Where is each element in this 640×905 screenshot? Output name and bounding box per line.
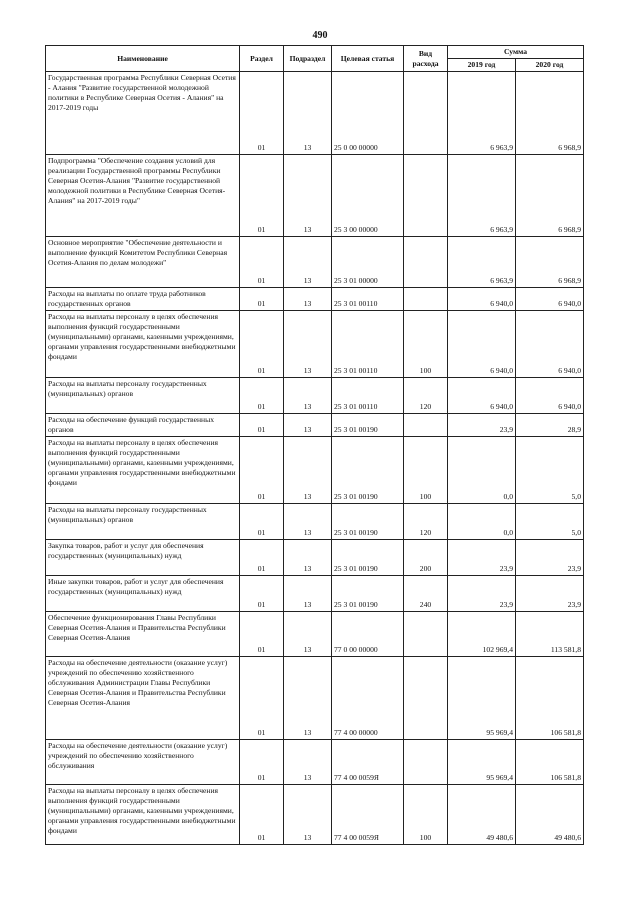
row-sum-2020: 49 480,6 [516, 785, 584, 845]
row-sum-2020: 113 581,8 [516, 612, 584, 657]
row-subsection: 13 [284, 288, 332, 311]
budget-table [45, 45, 584, 845]
row-sum-2020: 6 968,9 [516, 72, 584, 155]
table-body [46, 72, 584, 845]
row-subsection: 13 [284, 414, 332, 437]
row-section: 01 [240, 740, 284, 785]
row-name: Обеспечение функционирования Главы Республики Северная Осетия-Алания и Правительства Республики Северная Осетия-Алания [46, 612, 240, 657]
row-sum-2020: 5,0 [516, 504, 584, 540]
row-section: 01 [240, 155, 284, 237]
row-subsection: 13 [284, 657, 332, 740]
row-expense-type: 100 [404, 437, 448, 504]
row-section: 01 [240, 540, 284, 576]
row-subsection: 13 [284, 785, 332, 845]
row-expense-type [404, 740, 448, 785]
row-subsection: 13 [284, 740, 332, 785]
page-number: 490 [312, 30, 328, 41]
row-sum-2020: 28,9 [516, 414, 584, 437]
header-2019: 2019 год [448, 59, 516, 72]
row-target: 25 3 01 00190 [332, 504, 404, 540]
row-target: 25 3 01 00000 [332, 237, 404, 288]
row-name: Расходы на выплаты персоналу государственных (муниципальных) органов [46, 504, 240, 540]
row-section: 01 [240, 237, 284, 288]
row-name: Расходы на обеспечение функций государственных органов [46, 414, 240, 437]
row-name: Закупка товаров, работ и услуг для обеспечения государственных (муниципальных) нужд [46, 540, 240, 576]
row-subsection: 13 [284, 155, 332, 237]
row-target: 25 3 01 00110 [332, 378, 404, 414]
row-target: 25 3 01 00110 [332, 311, 404, 378]
row-name: Подпрограмма "Обеспечение создания условий для реализации Государственной программы Республики Северная Осетия-Алания "Развитие государственной молодежной политики в Республике Северная Осетия-Алания" на 2017-2019 годы" [46, 155, 240, 237]
row-sum-2020: 106 581,8 [516, 657, 584, 740]
table-row [46, 540, 584, 576]
row-name: Расходы на выплаты персоналу в целях обеспечения выполнения функций государственными (муниципальными) органами, казенными учреждениями, органами управления государственными внебюджетными фондами [46, 311, 240, 378]
row-section: 01 [240, 414, 284, 437]
row-target: 25 3 00 00000 [332, 155, 404, 237]
row-name: Расходы на обеспечение деятельности (оказание услуг) учреждений по обеспечению хозяйственного обслуживания [46, 740, 240, 785]
row-name: Расходы на выплаты персоналу в целях обеспечения выполнения функций государственными (муниципальными) органами, казенными учреждениями, органами управления государственными внебюджетными фондами [46, 785, 240, 845]
row-subsection: 13 [284, 237, 332, 288]
row-sum-2019: 95 969,4 [448, 657, 516, 740]
header-target: Целевая статья [332, 46, 404, 72]
table-row [46, 237, 584, 288]
table-row [46, 414, 584, 437]
header-name: Наименование [46, 46, 240, 72]
row-expense-type [404, 612, 448, 657]
row-subsection: 13 [284, 311, 332, 378]
row-target: 77 4 00 00000 [332, 657, 404, 740]
table-row [46, 785, 584, 845]
row-expense-type [404, 72, 448, 155]
row-sum-2020: 6 940,0 [516, 311, 584, 378]
row-sum-2020: 106 581,8 [516, 740, 584, 785]
row-name: Расходы на выплаты персоналу государственных (муниципальных) органов [46, 378, 240, 414]
header-expense-type: Вид расхода [404, 46, 448, 72]
table-row [46, 437, 584, 504]
row-target: 77 0 00 00000 [332, 612, 404, 657]
row-sum-2019: 23,9 [448, 540, 516, 576]
row-sum-2019: 95 969,4 [448, 740, 516, 785]
row-subsection: 13 [284, 378, 332, 414]
table-row [46, 612, 584, 657]
row-section: 01 [240, 785, 284, 845]
row-sum-2020: 6 940,0 [516, 378, 584, 414]
row-sum-2020: 23,9 [516, 576, 584, 612]
row-target: 25 3 01 00190 [332, 437, 404, 504]
row-sum-2019: 6 963,9 [448, 155, 516, 237]
row-sum-2019: 6 940,0 [448, 288, 516, 311]
row-subsection: 13 [284, 576, 332, 612]
row-subsection: 13 [284, 612, 332, 657]
header-sum: Сумма [448, 46, 584, 59]
row-expense-type [404, 155, 448, 237]
row-sum-2019: 6 940,0 [448, 311, 516, 378]
row-sum-2019: 0,0 [448, 437, 516, 504]
row-sum-2019: 6 940,0 [448, 378, 516, 414]
header-section: Раздел [240, 46, 284, 72]
row-expense-type: 120 [404, 378, 448, 414]
row-name: Расходы на выплаты персоналу в целях обеспечения выполнения функций государственными (муниципальными) органами, казенными учреждениями, органами управления государственными внебюджетными фондами [46, 437, 240, 504]
row-section: 01 [240, 504, 284, 540]
row-target: 25 3 01 00190 [332, 540, 404, 576]
row-sum-2020: 6 968,9 [516, 155, 584, 237]
row-name: Государственная программа Республики Северная Осетия - Алания "Развитие государственной молодежной политики в Республике Северная Осетия - Алания" на 2017-2019 годы [46, 72, 240, 155]
row-sum-2019: 6 963,9 [448, 72, 516, 155]
header-row [46, 46, 584, 59]
table-row [46, 311, 584, 378]
row-target: 77 4 00 0059Я [332, 785, 404, 845]
row-expense-type [404, 237, 448, 288]
row-expense-type [404, 414, 448, 437]
table-row [46, 657, 584, 740]
row-target: 77 4 00 0059Я [332, 740, 404, 785]
row-name: Расходы на выплаты по оплате труда работников государственных органов [46, 288, 240, 311]
row-section: 01 [240, 72, 284, 155]
row-name: Иные закупки товаров, работ и услуг для обеспечения государственных (муниципальных) нужд [46, 576, 240, 612]
header-2020: 2020 год [516, 59, 584, 72]
row-target: 25 3 01 00110 [332, 288, 404, 311]
row-expense-type: 100 [404, 311, 448, 378]
row-sum-2019: 23,9 [448, 414, 516, 437]
row-sum-2019: 6 963,9 [448, 237, 516, 288]
row-sum-2019: 23,9 [448, 576, 516, 612]
row-sum-2020: 5,0 [516, 437, 584, 504]
table-row [46, 504, 584, 540]
row-section: 01 [240, 576, 284, 612]
row-subsection: 13 [284, 504, 332, 540]
table-row [46, 576, 584, 612]
row-name: Расходы на обеспечение деятельности (оказание услуг) учреждений по обеспечению хозяйственного обслуживания Администрации Главы Республики Северная Осетия-Алания и Правительства Республики Северная Осетия-Алания [46, 657, 240, 740]
row-sum-2020: 23,9 [516, 540, 584, 576]
table-row [46, 740, 584, 785]
row-target: 25 3 01 00190 [332, 576, 404, 612]
row-target: 25 0 00 00000 [332, 72, 404, 155]
header-subsection: Подраздел [284, 46, 332, 72]
row-sum-2019: 102 969,4 [448, 612, 516, 657]
table-row [46, 288, 584, 311]
row-target: 25 3 01 00190 [332, 414, 404, 437]
row-subsection: 13 [284, 540, 332, 576]
row-section: 01 [240, 288, 284, 311]
row-sum-2019: 49 480,6 [448, 785, 516, 845]
table-row [46, 72, 584, 155]
row-section: 01 [240, 437, 284, 504]
row-section: 01 [240, 378, 284, 414]
row-expense-type: 120 [404, 504, 448, 540]
row-subsection: 13 [284, 72, 332, 155]
row-expense-type [404, 288, 448, 311]
row-expense-type: 240 [404, 576, 448, 612]
row-section: 01 [240, 612, 284, 657]
row-expense-type: 200 [404, 540, 448, 576]
row-expense-type [404, 657, 448, 740]
row-sum-2020: 6 968,9 [516, 237, 584, 288]
row-section: 01 [240, 657, 284, 740]
row-sum-2020: 6 940,0 [516, 288, 584, 311]
row-subsection: 13 [284, 437, 332, 504]
row-name: Основное мероприятие "Обеспечение деятельности и выполнение функций Комитетом Республики Северная Осетия-Алания по делам молодежи" [46, 237, 240, 288]
table-row [46, 155, 584, 237]
row-section: 01 [240, 311, 284, 378]
table-row [46, 378, 584, 414]
row-expense-type: 100 [404, 785, 448, 845]
row-sum-2019: 0,0 [448, 504, 516, 540]
